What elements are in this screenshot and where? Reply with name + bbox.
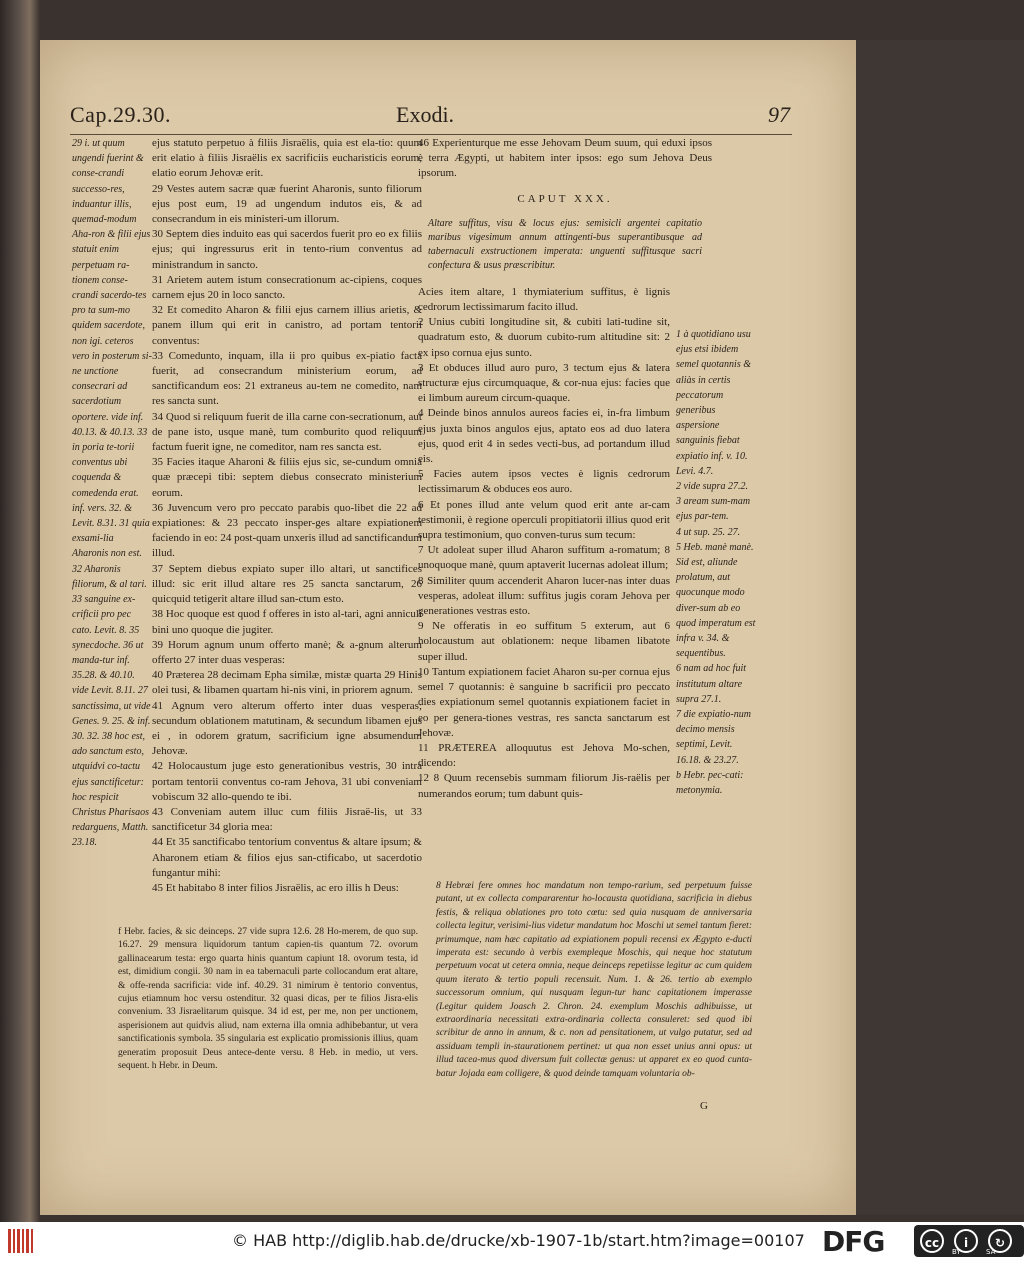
verse: 9 Ne offeratis in eo suffitum 5 exterum, aut 6 holocaustum aut oblationem: neque libamen libatote super illud.: [418, 620, 670, 663]
header-rule: [70, 134, 792, 135]
signature-mark: G: [700, 1100, 708, 1112]
right-margin-notes: [676, 327, 756, 798]
footer-bar: [0, 1222, 1024, 1261]
chapter-heading: Cap.29.30.: [70, 102, 171, 127]
verse: 43 Conveniam autem illuc cum filiis Jisraë-lis, ut 33 sanctificetur 34 gloria mea:: [152, 805, 422, 834]
verse: 35 Facies itaque Aharoni & filiis ejus sic, se-cundum omnia quæ præcepi tibi: septem diebus consecrato ministerium eorum.: [152, 456, 422, 499]
verse: 46 Experienturque me esse Jehovam Deum suum, qui eduxi ipsos è terra Ægypti, ut habitem inter ipsos: ego sum Jehova Deus ipsorum.: [418, 137, 712, 180]
verse: 31 Arietem autem istum consecrationum ac-cipiens, coques carnem ejus 20 in loco sancto.: [152, 273, 422, 302]
verse: 33 Comedunto, inquam, illa ii pro quibus ex-piatio facta fuerit, ad consecrandum ministerium eorum, ad sanctificandum eos: 21 extraneus au-tem ne comedito, nam res sancta sunt.: [152, 349, 422, 408]
verse: 8 Similiter quum accenderit Aharon lucer-nas inter duas vesperas, adoleat illum: suffitus jugis coram Jehova per generationes vestras esto.: [418, 574, 670, 618]
sa-label: SA: [986, 1248, 996, 1256]
left-column: [152, 136, 422, 896]
verse-46: [418, 136, 712, 182]
cc-icon: cc: [920, 1229, 944, 1253]
verse: 7 Ut adoleat super illud Aharon suffitum a-romatum; 8 unoquoque manè, quum aptaverit lucernas adoleat illum;: [418, 544, 670, 572]
verse: 41 Agnum vero alterum offerto inter duas vesperas; secundum oblationem matutinam, & secundum libamen ejus ei , in odorem gratum, sacrificium igne absumendum Jehovæ.: [152, 699, 422, 758]
verse: 3 Et obduces illud auro puro, 3 tectum ejus & latera structuræ ejus circumquaque, & cor-nua ejus: facies que ei limbum aureum circum-quaque.: [418, 361, 670, 405]
verse: 39 Horum agnum unum offerto manè; & a-gnum alterum offerto 27 inter duas vesperas:: [152, 638, 422, 666]
margin-note: 4 ut sup. 25. 27.: [676, 526, 741, 538]
margin-note: 5 Heb. manè manè.: [676, 541, 754, 553]
margin-note: b Hebr. pec-cati: metonymia.: [676, 769, 744, 797]
chapter-30-verses: [418, 285, 670, 802]
verse: 45 Et habitabo 8 inter filios Jisraëlis, ac ero illis h Deus:: [152, 881, 399, 894]
book-page: [40, 40, 856, 1215]
verse: 42 Holocaustum juge esto generationibus vestris, 30 intra portam tentorii conventus co-ram Jehova, 31 ubi conveniam vobiscum 32 allo-quendo te ibi.: [152, 760, 422, 803]
by-label: BY: [952, 1248, 961, 1256]
verse: 5 Facies autem ipsos vectes è lignis cedrorum lectissimarum & obduces eos auro.: [418, 468, 670, 496]
verse: 30 Septem dies induito eas qui sacerdos fuerit pro eo ex filiis ejus; qui ingressurus erit in tento-rium conventus ad ministrandum in sancto.: [152, 228, 422, 271]
running-header: [70, 102, 790, 132]
verse: 37 Septem diebus expiato super illo altari, ut sanctifices illud: sic erit illud altare res 25 sancta sanctarum, 26 quicquid tetigerit altare illud san-ctum esto.: [152, 562, 422, 606]
verse: 29 Vestes autem sacræ quæ fuerint Aharonis, sunto filiorum ejus post eum, 19 ad ungendum indutos eis, & ad consecrandum in eis ministeri-um illorum.: [152, 182, 422, 226]
margin-note: 3 aream sum-mam ejus par-tem.: [676, 496, 751, 523]
chapter-summary: Altare suffitus, visu & locus ejus: semisicli argentei capitatio maribus vigesimum annum attingenti-bus superantibusque ad tabernaculi exstructionem imperata: unguenti suffitusque sacri confectura & usus præscribitur.: [428, 217, 702, 271]
verse: Acies item altare, 1 thymiaterium suffitus, è lignis cedrorum lectissimarum facito illud.: [418, 285, 670, 314]
right-column: [418, 136, 712, 802]
margin-note: 1 à quotidiano usu ejus etsi ibidem semel quotannis & aliàs in certis peccatorum generibus aspersione sanguinis fiebat expiatio inf. v. 10. Levi. 4.7.: [676, 329, 751, 477]
left-margin-notes: 29 i. ut quum ungendi fuerint & conse-crandi successo-res, induantur illis, quemad-modum Aha-ron & filii ejus statuit enim perpetuam ra-tionem conse-crandi sacerdo-tes pro ta sum-mo quidem sacerdote, non igi. ceteros vero in posterum si-ne unctione consecrari ad sacerdotium oportere. vide inf. 40.13. & 40.13. 33 in poria te-torii conventus ubi coquenda & comedenda erat. inf. vers. 32. & Levit. 8.31. 31 quia exsami-lia Aharonis non est. 32 Aharonis filiorum, & al tari. 33 sanguine ex-crificii pro pec cato. Levit. 8. 35 synecdoche. 36 ut manda-tur inf. 35.28. & 40.10. vide Levit. 8.11. 27 sanctissima, ut vide Genes. 9. 25. & inf. 30. 32. 38 hoc est, ado sanctum esto, utquidvi co-tactu ejus sanctificetur: hoc respicit Christus Pharisaos redarguens, Matth. 23.18.: [72, 138, 152, 849]
right-footnotes: 8 Hebræi fere omnes hoc mandatum non tempo-rarium, sed perpetuum fuisse putant, ut ex collecta compararentur ho-locausta quotidiana, sacrificia in diebus festis, & reliqua oblationes pro toto cœtu: sed quia nusquam de anniversaria collecta legitur, verisimi-lius videtur mandatum hoc Moschi ut semel tantum fieret: primumque, nam hæc capitatio ad expiationem populi recensi ex Ægypto e-ducti imperata est: secundo à verbis exempleque Moschis, qui neque hoc statutum perpetuum vocat ut cetera omnia, neque deinceps repetiisse legitur ac cum quidem quum iterato & tertio populi recensuit. Num. 1. & 26. tertio ab exemplo successorum omnium, qui nusquam legun-tur hanc capitationem imperasse (Legitur quidem Joasch 2. Chron. 24. exemplum Moschis adhibuisse, ut extraordinaria necessitati extra-ordinaria collecta consuleret: sed quod ibi scribitur de anno in annum, & c. non ad pensitationem, ut vulgo putatur, sed ad assiduam templi in-staurationem pertinet: ut qua non esset unius anni opus: ut illud tacea-mus quod diversum fuit collectæ genus: ut apparet ex eo quod cunta-batur Jojada eam colligere, & quod deinde tamquam voluntaria ob-: [436, 881, 752, 1079]
verse: 44 Et 35 sanctificabo tentorium conventus & altare ipsum; & Aharonem etiam & filios ejus san-ctificabo, ut sacerdotio fungantur mihi:: [152, 836, 422, 879]
verse: 6 Et pones illud ante velum quod erit ante ar-cam testimonii, è regione operculi propitiatorii illius quod erit supra testimonium, quo conven-turus sum tecum:: [418, 498, 670, 542]
verse: 11 PRÆTEREA alloquutus est Jehova Mo-schen, dicendo:: [418, 741, 670, 770]
dfg-logo[interactable]: DFG: [822, 1225, 885, 1258]
margin-note: 2 vide supra 27.2.: [676, 481, 748, 493]
by-icon: i: [954, 1229, 978, 1253]
left-footnotes: f Hebr. facies, & sic deinceps. 27 vide supra 12.6. 28 Ho-merem, de quo sup. 16.27. 29 mensura liquidorum tantum capien-tis quantum 72. ovorum gallinacearum testa: ergo quarta hinis quantum capiunt 18. ovorum testa, id est, dimidium congii. 30 nam in ea tabernaculi parte collocandum erat altare, & offe-renda sacrificia: vide inf. 40.29. 31 nimirum è tentorio conventus, cujus etiamnum hoc versu ostenditur. 32 quasi dicas, per te filios Jisra-elis convenium. 33 Jisraelitarum quisque. 34 id est, per me, non per unctionem, asperisionem aut quidvis aliud, nam externa illa omnia adhibebantur, ut vera sanctificationis symbola. 35 singularia est explicatio promissionis illius, quam generatim proposuit Deus antece-dente versu. 8 Heb. in medio, ut vers. sequent. h Hebr. in Deum.: [118, 927, 418, 1072]
verse: 12 8 Quum recensebis summam filiorum Jis-raëlis per numerandos eorum; tum dabunt quis-: [418, 772, 670, 800]
verse: 40 Præterea 28 decimam Epha similæ, mistæ quarta 29 Hinis olei tusi, & libamen quartam hi-nis vini, in priorem agnum.: [152, 669, 422, 697]
verse: 36 Juvencum vero pro peccato parabis quo-libet die 22 ad expiationes: & 23 peccato insper-ges altare expiationem faciendo in eo: 24 post-quam unxeris illud ad sanctificandum illud.: [152, 501, 422, 560]
verse: 34 Quod si reliquum fuerit de illa carne con-secrationum, aut de pane isto, usque manè, tum comburito quod reliquum factum fuerit igne, ne comeditor, nam res sancta est.: [152, 410, 422, 454]
book-title: Exodi.: [396, 102, 455, 127]
verse: 10 Tantum expiationem faciet Aharon su-per cornua ejus semel 7 quotannis: è sanguine b sacrificii pro peccato dies expiationum semel quotannis expiationem faciet in eo per genera-tiones vestras, res sancta sanctarum est Jehovæ.: [418, 665, 670, 739]
barcode-icon: [6, 1226, 36, 1256]
page-number: 97: [768, 102, 790, 127]
verse: ejus statuto perpetuo à filiis Jisraëlis, quia est ela-tio: quum erit elatio à filiis Jisraëlis ex sacrificiis eucharisticis eorum, elatio eorum Jehovæ erit.: [152, 137, 422, 180]
cc-license-badge[interactable]: [914, 1225, 1024, 1257]
scan-dark-surround: [856, 40, 1024, 1215]
verse: 4 Deinde binos annulos aureos facies ei, in-fra limbum ejus juxta binos angulos ejus, aptato eos ad duo latera ejus, quod erit 4 in sedes vecti-bus, ad portandum illud eis.: [418, 407, 670, 466]
sa-icon: ↻: [988, 1229, 1012, 1253]
verse: 38 Hoc quoque est quod f offeres in isto al-tari, agni anniculi bini uno quoque die jugiter.: [152, 608, 422, 636]
margin-note: 6 nam ad hoc fuit institutum altare supra 27.1.: [676, 663, 746, 705]
margin-note: Sid est, aliunde prolatum, aut quocunque modo diver-sum ab eo quod imperatum est infra v. 34. & sequentibus.: [676, 557, 756, 660]
verse: 2 Unius cubiti longitudine sit, & cubiti lati-tudine sit, quadratum esto, & duorum cubito-rum altitudine sit: 2 ex ipso cornua ejus sunto.: [418, 316, 670, 359]
margin-note: 7 die expiatio-num decimo mensis septimi, Levit. 16.18. & 23.27.: [676, 709, 751, 766]
copyright-link[interactable]: © HAB http://diglib.hab.de/drucke/xb-1907-1b/start.htm?image=00107: [232, 1231, 805, 1250]
verse: 32 Et comedito Aharon & filii ejus carnem illius arietis, & panem illum qui erit in canistro, ad portam tentorii conventus:: [152, 304, 422, 347]
chapter-title: CAPUT XXX.: [517, 192, 613, 205]
